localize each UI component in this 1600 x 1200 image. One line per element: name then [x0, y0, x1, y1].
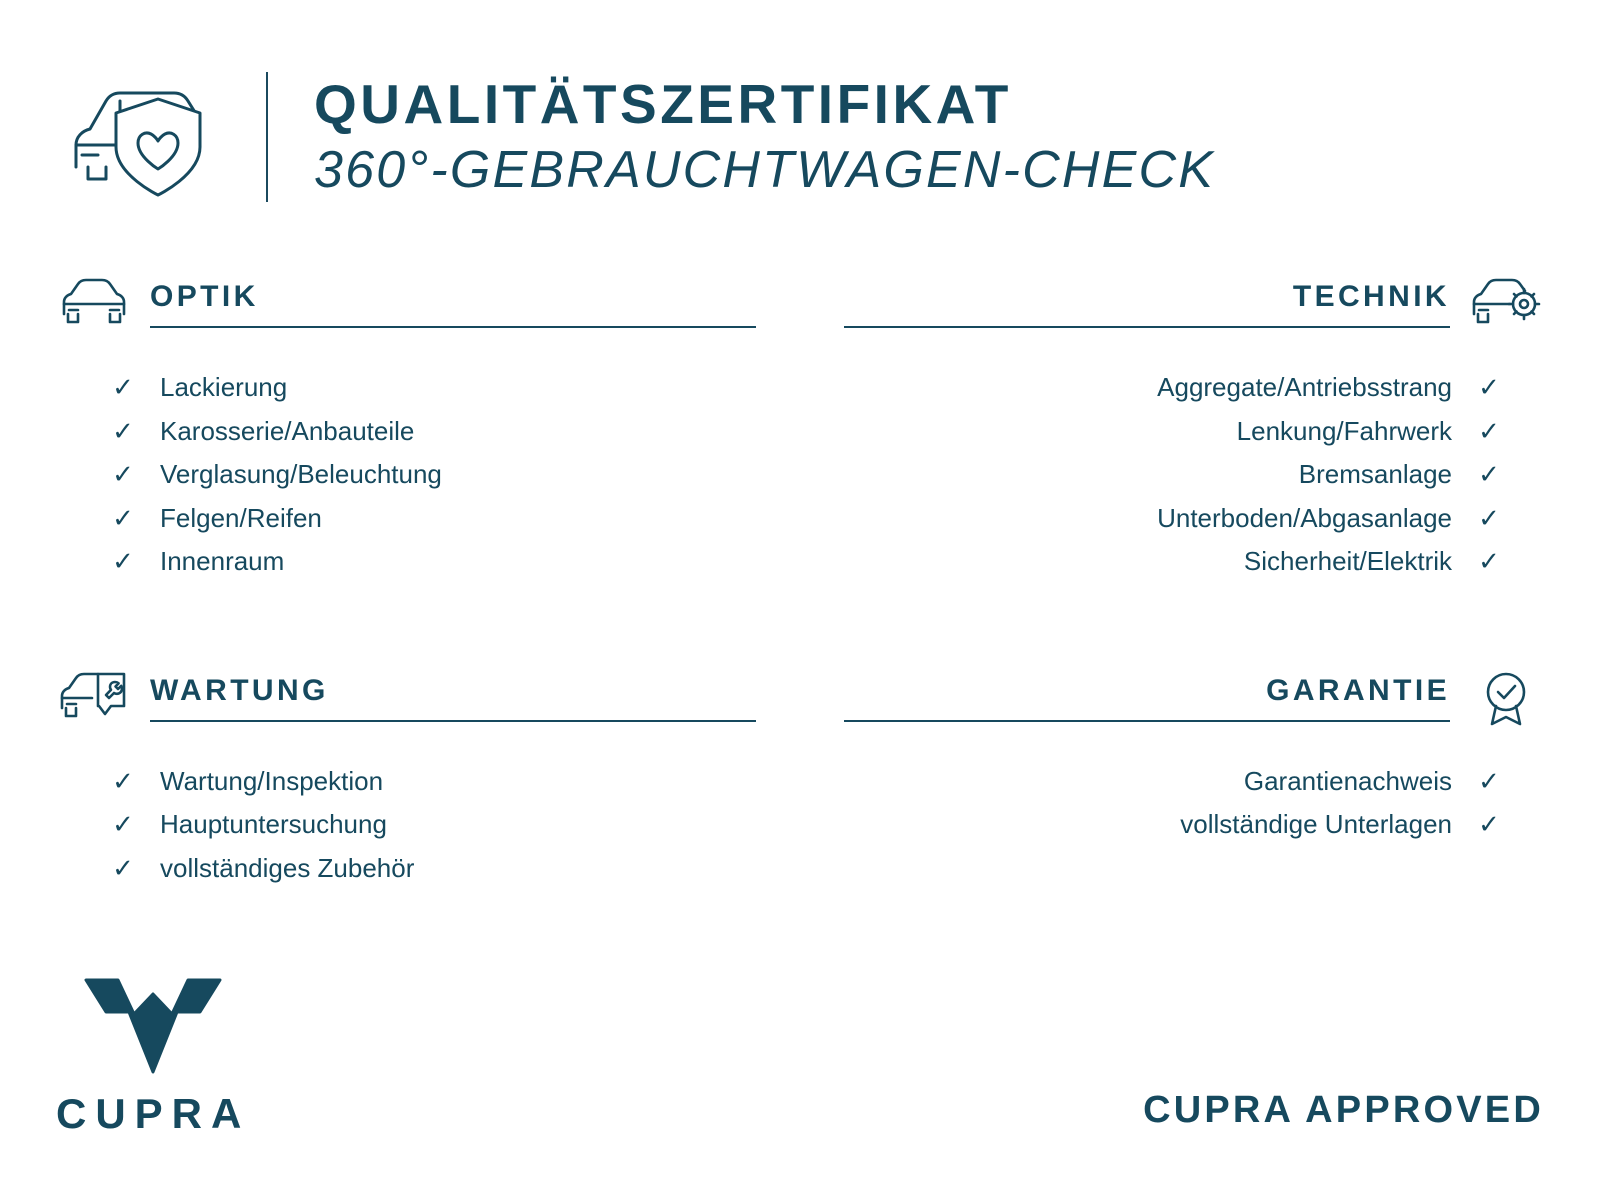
list-item [844, 803, 1544, 847]
list-item [56, 453, 756, 497]
brand-block [56, 972, 250, 1138]
section-garantie-title: GARANTIE [1266, 673, 1450, 707]
section-wartung-header [56, 670, 756, 726]
list-item-label: Wartung/Inspektion [160, 765, 384, 796]
section-wartung-title-wrap [150, 674, 756, 722]
section-wartung-items [56, 760, 756, 891]
list-item [56, 540, 756, 584]
list-item-label: Verglasung/Beleuchtung [160, 459, 442, 490]
section-technik-items [844, 366, 1544, 584]
check-icon: ✓ [112, 852, 134, 883]
section-technik-title-wrap [844, 280, 1450, 328]
car-wrench-icon [56, 670, 132, 726]
list-item [844, 540, 1544, 584]
list-item [844, 366, 1544, 410]
list-item [844, 497, 1544, 541]
section-optik-header [56, 276, 756, 332]
check-icon: ✓ [1478, 459, 1500, 490]
section-optik-items [56, 366, 756, 584]
sections [0, 276, 1600, 890]
list-item [56, 803, 756, 847]
check-icon: ✓ [112, 502, 134, 533]
check-icon: ✓ [1478, 765, 1500, 796]
car-heart-icon [58, 62, 258, 212]
list-item [56, 366, 756, 410]
page-title: QUALITÄTSZERTIFIKAT [314, 73, 1012, 136]
section-optik-rule [150, 326, 756, 328]
header [0, 0, 1600, 212]
list-item-label: vollständige Unterlagen [1180, 809, 1452, 840]
list-item [844, 760, 1544, 804]
section-garantie-rule [844, 720, 1450, 722]
section-optik-title: OPTIK [150, 280, 259, 313]
list-item [56, 847, 756, 891]
seal-check-icon [1468, 670, 1544, 726]
list-item-label: Bremsanlage [1298, 459, 1452, 490]
page-subtitle: 360°-GEBRAUCHTWAGEN-CHECK [314, 140, 1216, 199]
section-wartung-title: WARTUNG [150, 673, 329, 707]
check-icon: ✓ [1478, 809, 1500, 840]
check-icon: ✓ [112, 372, 134, 402]
list-item-label: Hauptuntersuchung [160, 809, 387, 840]
header-text [314, 73, 1215, 200]
list-item-label: Aggregate/Antriebsstrang [1157, 372, 1452, 402]
section-garantie-items [844, 760, 1544, 847]
section-garantie-header [844, 670, 1544, 726]
cupra-logo-icon [78, 972, 228, 1080]
section-technik-title: TECHNIK [1292, 280, 1450, 313]
list-item-label: vollständiges Zubehör [160, 852, 415, 883]
check-icon: ✓ [1478, 415, 1500, 446]
list-item-label: Sicherheit/Elektrik [1243, 546, 1452, 577]
section-row-bottom [56, 670, 1544, 891]
list-item-label: Innenraum [160, 546, 285, 577]
list-item [56, 410, 756, 454]
list-item [844, 453, 1544, 497]
check-icon: ✓ [112, 415, 134, 446]
section-optik [56, 276, 756, 584]
check-icon: ✓ [112, 765, 134, 796]
program-label: CUPRA APPROVED [1143, 1089, 1544, 1131]
list-item-label: Felgen/Reifen [160, 502, 322, 533]
list-item [56, 760, 756, 804]
brand-name: CUPRA [56, 1090, 251, 1137]
section-technik-header [844, 276, 1544, 332]
section-wartung-rule [150, 720, 756, 722]
section-wartung [56, 670, 756, 891]
check-icon: ✓ [1478, 502, 1500, 533]
footer [0, 972, 1600, 1138]
section-row-top [56, 276, 1544, 584]
list-item-label: Karosserie/Anbauteile [160, 415, 415, 446]
car-front-icon [56, 276, 132, 332]
check-icon: ✓ [1478, 372, 1500, 402]
section-garantie [844, 670, 1544, 891]
list-item-label: Lackierung [160, 372, 288, 402]
check-icon: ✓ [112, 459, 134, 490]
header-divider [266, 72, 268, 202]
check-icon: ✓ [112, 546, 134, 577]
section-optik-title-wrap [150, 280, 756, 328]
list-item-label: Lenkung/Fahrwerk [1236, 415, 1452, 446]
check-icon: ✓ [112, 809, 134, 840]
list-item-label: Garantienachweis [1243, 765, 1452, 796]
list-item-label: Unterboden/Abgasanlage [1157, 502, 1452, 533]
section-garantie-title-wrap [844, 674, 1450, 722]
car-gear-icon [1468, 276, 1544, 332]
list-item [56, 497, 756, 541]
section-technik-rule [844, 326, 1450, 328]
section-technik [844, 276, 1544, 584]
list-item [844, 410, 1544, 454]
check-icon: ✓ [1478, 546, 1500, 577]
